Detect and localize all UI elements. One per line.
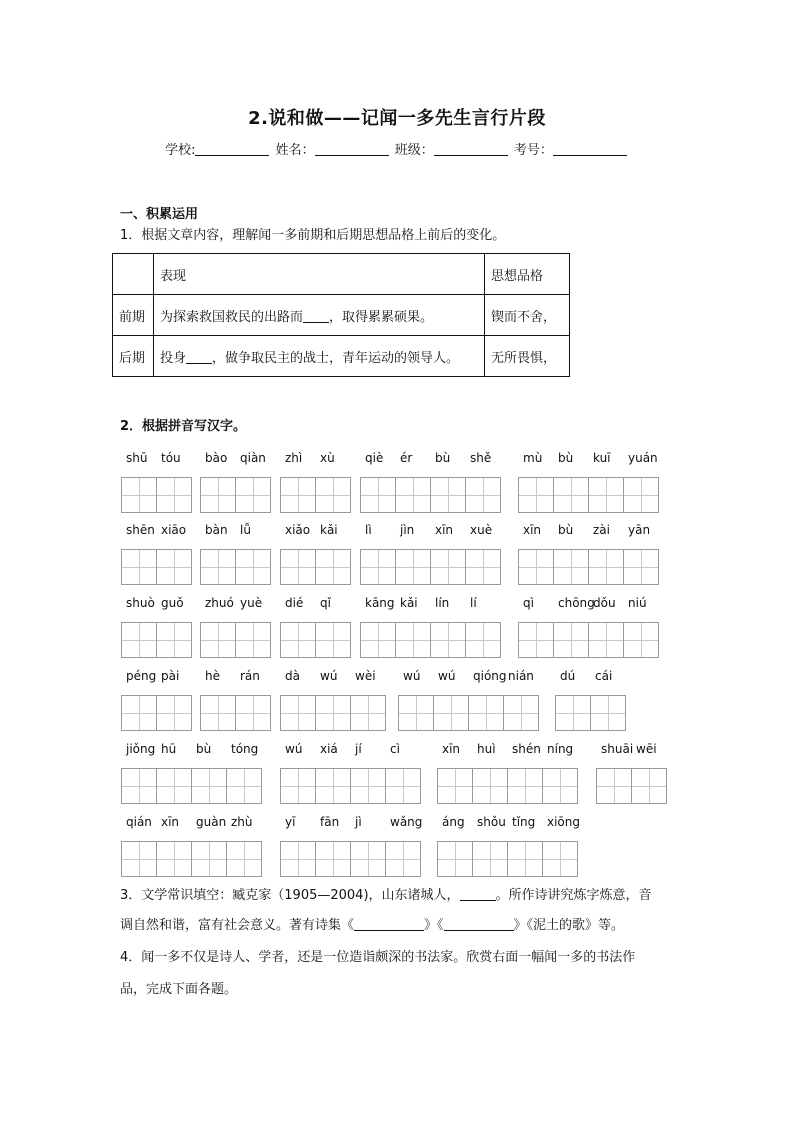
pinyin-syllable: rán <box>240 669 260 683</box>
pinyin-syllable: lí <box>470 596 477 610</box>
pinyin-syllable: shén <box>512 742 541 756</box>
pinyin-syllable: zhuó <box>205 596 234 610</box>
writing-grid <box>121 477 191 513</box>
writing-cell[interactable] <box>430 622 466 658</box>
pinyin-syllable: bù <box>558 451 574 465</box>
pinyin-syllable: qǐ <box>320 596 331 610</box>
writing-grid <box>280 768 420 804</box>
writing-cell[interactable] <box>395 477 431 513</box>
writing-cell[interactable] <box>553 477 589 513</box>
writing-cell[interactable] <box>623 477 659 513</box>
writing-cell[interactable] <box>465 549 501 585</box>
writing-cell[interactable] <box>121 841 157 877</box>
writing-cell[interactable] <box>596 768 632 804</box>
writing-cell[interactable] <box>121 622 157 658</box>
question-2-text: 2．根据拼音写汉字。 <box>120 419 247 434</box>
writing-cell[interactable] <box>280 695 316 731</box>
writing-grid <box>121 768 261 804</box>
pinyin-syllable: lì <box>365 523 372 537</box>
row-label: 后期 <box>113 336 154 377</box>
row-quality: 锲而不舍， <box>485 295 570 336</box>
writing-cell[interactable] <box>588 622 624 658</box>
writing-cell[interactable] <box>542 768 578 804</box>
class-label: 班级： <box>394 143 434 158</box>
pinyin-syllable: jì <box>355 815 362 829</box>
pinyin-syllable: guǒ <box>161 596 184 610</box>
writing-cell[interactable] <box>121 477 157 513</box>
pinyin-syllable: kǎi <box>320 523 338 537</box>
pinyin-syllable: xīn <box>435 523 454 537</box>
pinyin-syllable: lín <box>435 596 450 610</box>
writing-grid <box>360 549 500 585</box>
pinyin-syllable: chōng <box>558 596 595 610</box>
pinyin-syllable: huì <box>477 742 496 756</box>
fill-blank[interactable] <box>444 917 514 931</box>
pinyin-syllable: jìn <box>400 523 415 537</box>
writing-grid <box>518 477 658 513</box>
pinyin-syllable: fān <box>320 815 340 829</box>
writing-grid <box>518 549 658 585</box>
writing-cell[interactable] <box>280 622 316 658</box>
writing-cell[interactable] <box>553 549 589 585</box>
writing-grid <box>280 477 350 513</box>
writing-cell[interactable] <box>280 841 316 877</box>
writing-cell[interactable] <box>518 622 554 658</box>
row-performance: 投身 ，做争取民主的战士，青年运动的领导人。 <box>154 336 485 377</box>
writing-cell[interactable] <box>472 768 508 804</box>
pinyin-syllable: xuè <box>470 523 493 537</box>
pinyin-syllable: wú <box>320 669 338 683</box>
writing-grid <box>360 477 500 513</box>
table-header-cell <box>113 254 154 295</box>
writing-grid <box>437 841 577 877</box>
writing-cell[interactable] <box>430 549 466 585</box>
pinyin-syllable: ér <box>400 451 413 465</box>
writing-grid <box>200 622 270 658</box>
pinyin-syllable: dú <box>560 669 576 683</box>
writing-cell[interactable] <box>191 768 227 804</box>
pinyin-syllable: wēi <box>636 742 657 756</box>
writing-cell[interactable] <box>553 622 589 658</box>
fill-blank[interactable] <box>186 350 212 364</box>
writing-cell[interactable] <box>503 695 539 731</box>
pinyin-syllable: tǐng <box>512 815 536 829</box>
exam-number-blank[interactable] <box>553 142 627 156</box>
pinyin-syllable: yān <box>628 523 651 537</box>
writing-cell[interactable] <box>542 841 578 877</box>
pinyin-syllable: kǎi <box>400 596 418 610</box>
writing-cell[interactable] <box>315 549 351 585</box>
table-row <box>113 295 570 336</box>
row-quality: 无所畏惧， <box>485 336 570 377</box>
pinyin-syllable: bù <box>196 742 212 756</box>
writing-cell[interactable] <box>315 768 351 804</box>
writing-cell[interactable] <box>433 695 469 731</box>
school-blank[interactable] <box>195 142 269 156</box>
writing-cell[interactable] <box>588 549 624 585</box>
pinyin-syllable: jiǒng <box>126 742 156 756</box>
pinyin-syllable: kuī <box>593 451 611 465</box>
writing-grid <box>121 549 191 585</box>
writing-cell[interactable] <box>156 695 192 731</box>
writing-cell[interactable] <box>472 841 508 877</box>
question-4-line1: 4．闻一多不仅是诗人、学者，还是一位造诣颇深的书法家。欣赏右面一幅闻一多的书法作 <box>120 950 636 965</box>
writing-cell[interactable] <box>315 477 351 513</box>
student-info-line <box>0 139 794 158</box>
writing-cell[interactable] <box>350 695 386 731</box>
pinyin-syllable: hū <box>161 742 177 756</box>
question-3-line2: 调自然和谐，富有社会意义。著有诗集《 》《 》《泥土的歌》等。 <box>120 918 625 933</box>
writing-cell[interactable] <box>395 549 431 585</box>
writing-cell[interactable] <box>437 841 473 877</box>
pinyin-syllable: shǒu <box>477 815 506 829</box>
pinyin-syllable: bào <box>205 451 228 465</box>
writing-cell[interactable] <box>398 695 434 731</box>
pinyin-syllable: zài <box>593 523 610 537</box>
writing-cell[interactable] <box>200 477 236 513</box>
name-label: 姓名： <box>275 143 315 158</box>
writing-cell[interactable] <box>623 622 659 658</box>
writing-grid <box>280 841 420 877</box>
pinyin-syllable: guàn <box>196 815 227 829</box>
writing-cell[interactable] <box>623 549 659 585</box>
writing-cell[interactable] <box>437 768 473 804</box>
pinyin-syllable: yuán <box>628 451 658 465</box>
writing-cell[interactable] <box>360 622 396 658</box>
writing-grid <box>200 549 270 585</box>
pinyin-syllable: xīn <box>442 742 461 756</box>
fill-blank[interactable] <box>303 309 329 323</box>
pinyin-syllable: bù <box>435 451 451 465</box>
pinyin-syllable: shuò <box>126 596 155 610</box>
table-row <box>113 336 570 377</box>
pinyin-syllable: xù <box>320 451 335 465</box>
class-blank[interactable] <box>434 142 508 156</box>
writing-cell[interactable] <box>465 622 501 658</box>
pinyin-syllable: shě <box>470 451 492 465</box>
writing-grid <box>596 768 666 804</box>
writing-grid <box>121 622 191 658</box>
pinyin-syllable: lǚ <box>240 523 251 537</box>
pinyin-syllable: pài <box>161 669 180 683</box>
writing-cell[interactable] <box>350 768 386 804</box>
pinyin-syllable: kāng <box>365 596 395 610</box>
writing-grid <box>280 549 350 585</box>
exam-number-label: 考号： <box>513 143 553 158</box>
pinyin-syllable: qì <box>523 596 534 610</box>
pinyin-syllable: shū <box>126 451 148 465</box>
writing-grid <box>280 695 385 731</box>
pinyin-syllable: cì <box>390 742 400 756</box>
writing-cell[interactable] <box>121 768 157 804</box>
writing-cell[interactable] <box>518 477 554 513</box>
pinyin-syllable: áng <box>442 815 465 829</box>
table-header-row <box>113 254 570 295</box>
writing-cell[interactable] <box>235 695 271 731</box>
pinyin-syllable: qióng <box>473 669 507 683</box>
writing-grid <box>200 695 270 731</box>
writing-cell[interactable] <box>518 549 554 585</box>
writing-cell[interactable] <box>156 622 192 658</box>
writing-cell[interactable] <box>588 477 624 513</box>
pinyin-syllable: xiǎo <box>285 523 311 537</box>
question-1-text: 1．根据文章内容，理解闻一多前期和后期思想品格上前后的变化。 <box>120 228 506 243</box>
writing-cell[interactable] <box>468 695 504 731</box>
pinyin-syllable: dà <box>285 669 300 683</box>
question-1-table <box>112 253 570 377</box>
fill-blank[interactable] <box>354 917 424 931</box>
writing-cell[interactable] <box>555 695 591 731</box>
writing-cell[interactable] <box>235 622 271 658</box>
writing-cell[interactable] <box>507 768 543 804</box>
writing-cell[interactable] <box>315 841 351 877</box>
writing-cell[interactable] <box>121 549 157 585</box>
writing-cell[interactable] <box>156 477 192 513</box>
writing-cell[interactable] <box>360 549 396 585</box>
writing-cell[interactable] <box>121 695 157 731</box>
writing-grid <box>437 768 577 804</box>
pinyin-syllable: níng <box>547 742 574 756</box>
writing-grid <box>121 695 191 731</box>
section-heading: 一、积累运用 <box>120 207 199 222</box>
writing-cell[interactable] <box>156 768 192 804</box>
row-performance: 为探索救国救民的出路而 ，取得累累硕果。 <box>154 295 485 336</box>
pinyin-syllable: shēn <box>126 523 155 537</box>
writing-cell[interactable] <box>156 841 192 877</box>
writing-grid <box>360 622 500 658</box>
writing-cell[interactable] <box>360 477 396 513</box>
writing-grid <box>398 695 538 731</box>
writing-cell[interactable] <box>156 549 192 585</box>
pinyin-syllable: wú <box>438 669 456 683</box>
writing-cell[interactable] <box>280 768 316 804</box>
table-header-cell: 表现 <box>154 254 485 295</box>
writing-cell[interactable] <box>280 549 316 585</box>
pinyin-syllable: bù <box>558 523 574 537</box>
pinyin-syllable: niú <box>628 596 647 610</box>
pinyin-syllable: wú <box>403 669 421 683</box>
writing-cell[interactable] <box>465 477 501 513</box>
question-4-line2: 品，完成下面各题。 <box>120 982 238 997</box>
writing-cell[interactable] <box>631 768 667 804</box>
pinyin-syllable: dié <box>285 596 304 610</box>
pinyin-syllable: dǒu <box>593 596 616 610</box>
table-header-cell: 思想品格 <box>485 254 570 295</box>
pinyin-syllable: wèi <box>355 669 376 683</box>
pinyin-syllable: péng <box>126 669 157 683</box>
writing-cell[interactable] <box>350 841 386 877</box>
writing-cell[interactable] <box>235 549 271 585</box>
writing-cell[interactable] <box>235 477 271 513</box>
pinyin-syllable: mù <box>523 451 543 465</box>
writing-grid <box>280 622 350 658</box>
writing-cell[interactable] <box>385 841 421 877</box>
writing-cell[interactable] <box>315 695 351 731</box>
writing-grid <box>121 841 261 877</box>
fill-blank[interactable] <box>460 887 496 901</box>
writing-cell[interactable] <box>200 549 236 585</box>
pinyin-syllable: qiè <box>365 451 384 465</box>
row-label: 前期 <box>113 295 154 336</box>
writing-cell[interactable] <box>385 768 421 804</box>
pinyin-syllable: nián <box>508 669 534 683</box>
pinyin-syllable: xiāo <box>161 523 187 537</box>
pinyin-syllable: wú <box>285 742 303 756</box>
pinyin-syllable: tóng <box>231 742 259 756</box>
writing-cell[interactable] <box>200 695 236 731</box>
writing-cell[interactable] <box>226 768 262 804</box>
writing-cell[interactable] <box>590 695 626 731</box>
writing-grid <box>518 622 658 658</box>
writing-cell[interactable] <box>315 622 351 658</box>
writing-grid <box>200 477 270 513</box>
pinyin-syllable: jí <box>355 742 362 756</box>
pinyin-syllable: yī <box>285 815 296 829</box>
pinyin-syllable: zhù <box>231 815 253 829</box>
writing-cell[interactable] <box>226 841 262 877</box>
pinyin-syllable: hè <box>205 669 220 683</box>
writing-grid <box>555 695 625 731</box>
writing-cell[interactable] <box>200 622 236 658</box>
writing-cell[interactable] <box>430 477 466 513</box>
writing-cell[interactable] <box>507 841 543 877</box>
pinyin-syllable: shuāi <box>601 742 634 756</box>
question-3-line1: 3．文学常识填空：臧克家（1905—2004)，山东诸城人， 。所作诗讲究炼字炼意，音 <box>120 888 652 903</box>
pinyin-syllable: qián <box>126 815 152 829</box>
pinyin-syllable: wǎng <box>390 815 423 829</box>
pinyin-syllable: xīn <box>161 815 180 829</box>
writing-cell[interactable] <box>395 622 431 658</box>
pinyin-syllable: tóu <box>161 451 181 465</box>
writing-cell[interactable] <box>191 841 227 877</box>
school-label: 学校: <box>165 143 196 158</box>
pinyin-syllable: xiōng <box>547 815 580 829</box>
pinyin-syllable: qiàn <box>240 451 266 465</box>
pinyin-syllable: xīn <box>523 523 542 537</box>
pinyin-syllable: bàn <box>205 523 228 537</box>
pinyin-syllable: xiá <box>320 742 338 756</box>
pinyin-syllable: yuè <box>240 596 263 610</box>
pinyin-syllable: cái <box>595 669 613 683</box>
writing-cell[interactable] <box>280 477 316 513</box>
page-title: 2.说和做——记闻一多先生言行片段 <box>248 108 546 129</box>
name-blank[interactable] <box>315 142 389 156</box>
pinyin-syllable: zhì <box>285 451 303 465</box>
